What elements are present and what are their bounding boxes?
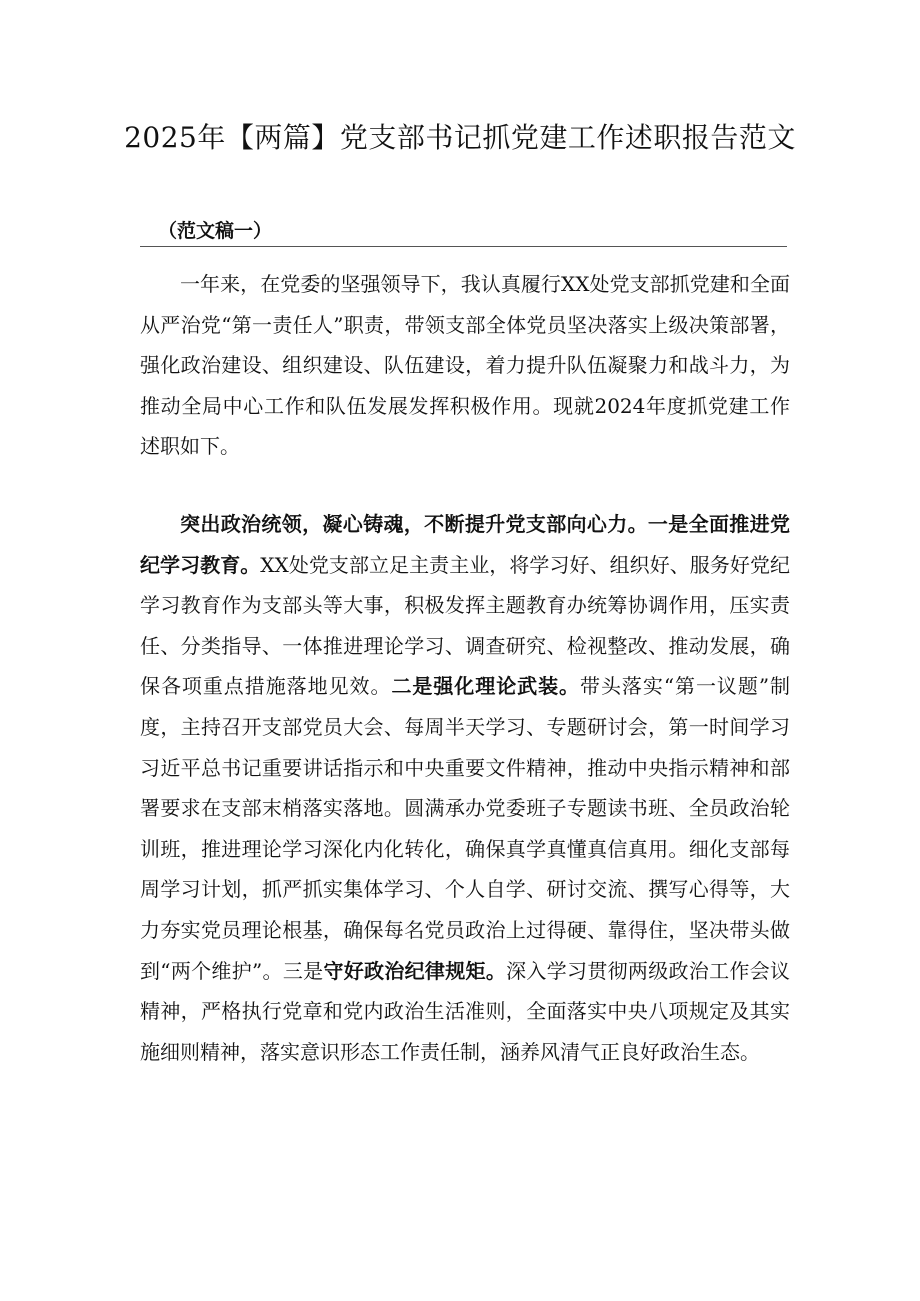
paragraph-lead-heading: 突出政治统领，凝心铸魂，不断提升党支部向心力。一是全面推进党纪学习教育。 bbox=[140, 512, 790, 577]
paragraph-text-part-c: 深入学习贯彻两级政治工作会议精神，严格执行党章和党内政治生活准则，全面落实中央八项规定及其实施细则精神，落实意识形态工作责任制，涵养风清气正良好政治生态。 bbox=[140, 958, 791, 1064]
section-label: （范文稿一） bbox=[158, 220, 273, 242]
section-heading bbox=[140, 214, 787, 247]
intro-paragraph: 一年来，在党委的坚强领导下，我认真履行XX处党支部抓党建和全面从严治党“第一责任人”职责，带领支部全体党员坚决落实上级决策部署，强化政治建设、组织建设、队伍建设，着力提升队伍凝聚力和战斗力，为推动全局中心工作和队伍发展发挥积极作用。现就2024年度抓党建工作述职如下。 bbox=[140, 272, 790, 459]
paragraph-subheading-c: 守好政治纪律规矩。 bbox=[323, 958, 507, 983]
paragraph-subheading-b: 二是强化理论武装。 bbox=[391, 674, 581, 699]
document-title: 2025年【两篇】党支部书记抓党建工作述职报告范文 bbox=[124, 121, 796, 154]
body-paragraph-political-leadership bbox=[140, 504, 790, 1072]
paragraph-text-part-a: XX处党支部立足主责主业，将学习好、组织好、服务好党纪学习教育作为支部头等大事，积极发挥主题教育办统筹协调作用，压实责任、分类指导、一体推进理论学习、调查研究、检视整改、推动发展，确保各项重点措施落地见效。 bbox=[140, 552, 790, 699]
paragraph-text-part-b: 带头落实“第一议题”制度，主持召开支部党员大会、每周半天学习、专题研讨会，第一时间学习习近平总书记重要讲话指示和中央重要文件精神，推动中央指示精神和部署要求在支部末梢落实落地。圆满承办党委班子专题读书班、全员政治轮训班，推进理论学习深化内化转化，确保真学真懂真信真用。细化支部每周学习计划，抓严抓实集体学习、个人自学、研讨交流、撰写心得等，大力夯实党员理论根基，确保每名党员政治上过得硬、靠得住，坚决带头做到“两个维护”。三是 bbox=[140, 674, 790, 983]
